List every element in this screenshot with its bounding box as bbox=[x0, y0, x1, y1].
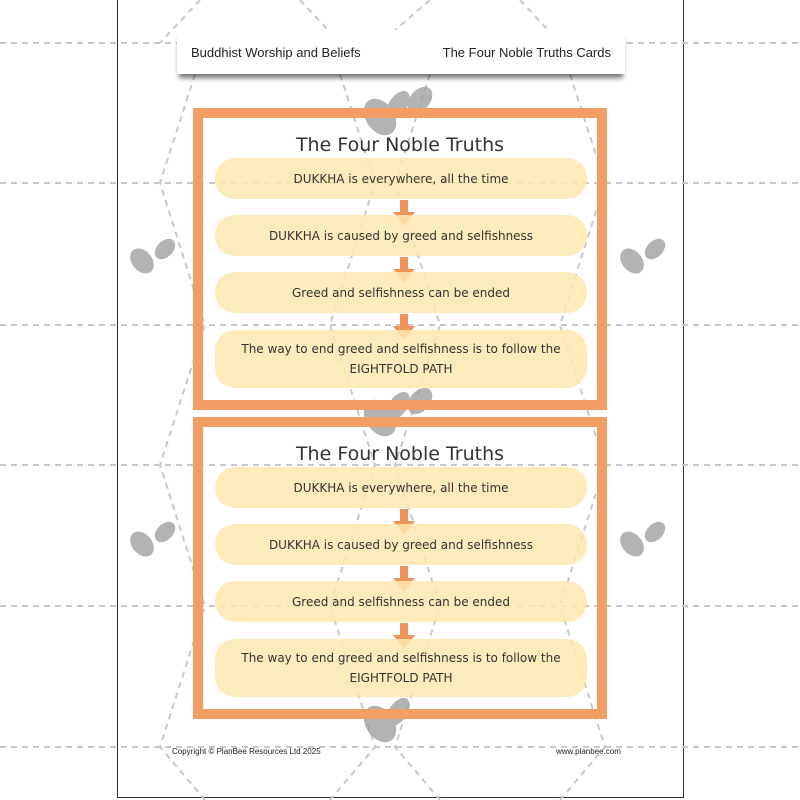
truth-3: Greed and selfishness can be ended bbox=[215, 272, 587, 313]
truth-4-line-1: The way to end greed and selfishness is to follow the bbox=[241, 651, 561, 665]
truth-1: DUKKHA is everywhere, all the time bbox=[215, 158, 587, 199]
truth-4-line-2: EIGHTFOLD PATH bbox=[349, 671, 453, 685]
truth-2: DUKKHA is caused by greed and selfishness bbox=[215, 215, 587, 256]
page-header bbox=[177, 30, 625, 74]
subject-title: Buddhist Worship and Beliefs bbox=[191, 44, 361, 60]
copyright-text: Copyright © PlanBee Resources Ltd 2025 bbox=[172, 747, 321, 756]
truth-4 bbox=[215, 330, 587, 388]
truth-4-line-2: EIGHTFOLD PATH bbox=[349, 362, 453, 376]
truths-card-2 bbox=[193, 417, 607, 719]
bee-watermark-icon bbox=[610, 235, 670, 280]
truth-3: Greed and selfishness can be ended bbox=[215, 581, 587, 622]
website-link[interactable]: www.planbee.com bbox=[556, 747, 621, 756]
truth-4 bbox=[215, 639, 587, 697]
truth-1: DUKKHA is everywhere, all the time bbox=[215, 467, 587, 508]
bee-watermark-icon bbox=[120, 518, 180, 563]
card-title: The Four Noble Truths bbox=[295, 134, 505, 156]
bee-watermark-icon bbox=[120, 235, 180, 280]
resource-title: The Four Noble Truths Cards bbox=[442, 44, 611, 60]
card-title: The Four Noble Truths bbox=[295, 443, 505, 465]
truths-card-1 bbox=[193, 108, 607, 410]
bee-watermark-icon bbox=[610, 518, 670, 563]
truth-2: DUKKHA is caused by greed and selfishness bbox=[215, 524, 587, 565]
truth-4-line-1: The way to end greed and selfishness is to follow the bbox=[241, 342, 561, 356]
